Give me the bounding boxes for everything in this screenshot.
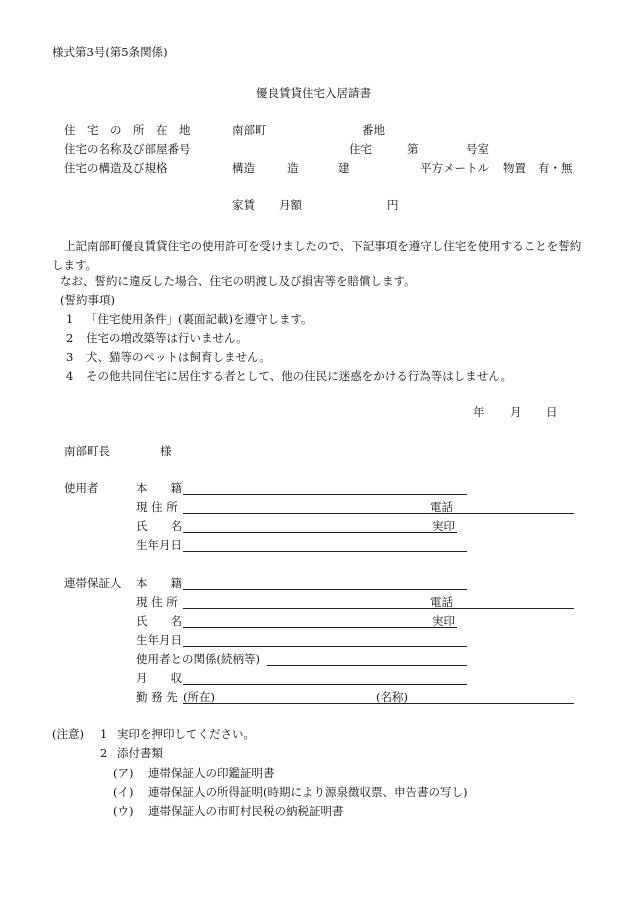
guarantor-section-label: 連帯保証人 <box>64 576 122 590</box>
pledge-item-num: 4 <box>66 369 74 383</box>
pledge-item-num: 2 <box>66 331 74 345</box>
structure-zo: 造 <box>287 161 299 175</box>
note-text: 添付書類 <box>117 746 163 760</box>
location-suffix: 番地 <box>362 123 385 137</box>
user-honseki-field[interactable] <box>183 494 467 495</box>
guarantor-workplace-label: 勤 務 先 <box>136 690 178 704</box>
date-day: 日 <box>546 405 558 419</box>
rent-monthly: 月額 <box>279 198 302 212</box>
structure-storage: 物置 <box>503 161 526 175</box>
housing-name-housing: 住宅 <box>349 142 372 156</box>
structure-yesno: 有・無 <box>538 161 573 175</box>
location-town: 南部町 <box>232 123 267 137</box>
user-address-label: 現 住 所 <box>136 500 178 514</box>
guarantor-name-label: 氏 名 <box>136 614 182 628</box>
structure-label: 住宅の構造及び規格 <box>64 161 168 175</box>
note-text: 実印を押印してください。 <box>117 727 255 741</box>
attachment-num: (ウ) <box>113 804 134 818</box>
user-address-field[interactable] <box>183 513 574 514</box>
guarantor-seal-label: 実印 <box>432 614 455 628</box>
location-label: 住 宅 の 所 在 地 <box>64 123 191 137</box>
user-seal-label: 実印 <box>432 519 455 533</box>
pledge-text: 上記南部町優良賃貸住宅の使用許可を受けましたので、下記事項を遵守し住宅を使用することを誓約します。 <box>52 239 582 272</box>
addressee-name: 南部町長 <box>64 444 110 458</box>
housing-name-room: 号室 <box>466 142 489 156</box>
pledge-item-num: 1 <box>66 312 74 326</box>
guarantor-name-field[interactable] <box>183 627 457 628</box>
rent-yen: 円 <box>387 198 399 212</box>
guarantor-honseki-label: 本 籍 <box>136 576 182 590</box>
penalty-text: なお、誓約に違反した場合、住宅の明渡し及び損害等を賠償します。 <box>60 274 416 288</box>
guarantor-relation-field[interactable] <box>267 665 467 666</box>
guarantor-address-label: 現 住 所 <box>136 595 178 609</box>
guarantor-honseki-field[interactable] <box>183 589 467 590</box>
structure-ken: 建 <box>338 161 350 175</box>
attachment-text: 連帯保証人の市町村民税の納税証明書 <box>148 804 344 818</box>
page-title: 優良賃貸住宅入居請書 <box>256 86 371 100</box>
date-month: 月 <box>510 405 522 419</box>
user-name-field[interactable] <box>183 532 457 533</box>
housing-name-dai: 第 <box>407 142 419 156</box>
pledge-item-num: 3 <box>66 350 74 364</box>
pledge-item-text: その他共同住宅に居住する者として、他の住民に迷惑をかける行為等はしません。 <box>86 369 512 383</box>
notes-label: (注意) <box>52 727 84 741</box>
guarantor-address-field[interactable] <box>183 608 574 609</box>
form-number: 様式第3号(第5条関係) <box>52 45 168 59</box>
attachment-num: (イ) <box>113 785 134 799</box>
guarantor-birth-label: 生年月日 <box>136 633 182 647</box>
date-year: 年 <box>473 405 485 419</box>
attachment-text: 連帯保証人の印鑑証明書 <box>148 766 275 780</box>
user-birth-label: 生年月日 <box>136 538 182 552</box>
guarantor-relation-label: 使用者との関係(続柄等) <box>136 652 260 666</box>
guarantor-income-label: 月 収 <box>136 671 182 685</box>
note-num: 1 <box>100 727 108 741</box>
user-honseki-label: 本 籍 <box>136 481 182 495</box>
note-num: 2 <box>100 746 108 760</box>
guarantor-income-field[interactable] <box>183 684 467 685</box>
user-section-label: 使用者 <box>64 481 99 495</box>
user-phone-label: 電話 <box>430 500 453 514</box>
guarantor-phone-label: 電話 <box>430 595 453 609</box>
pledge-item-text: 犬、猫等のペットは飼育しません。 <box>86 350 271 364</box>
pledge-item-text: 住宅の増改築等は行いません。 <box>86 331 248 345</box>
guarantor-workplace-address-label: (所在) <box>183 690 215 704</box>
items-heading: (誓約事項) <box>60 293 115 307</box>
pledge-item-text: 「住宅使用条件」(裏面記載)を遵守します。 <box>86 312 313 326</box>
structure-kozo: 構造 <box>232 161 255 175</box>
guarantor-workplace-name-label: (名称) <box>376 690 408 704</box>
attachment-text: 連帯保証人の所得証明(時期により源泉徴収票、申告書の写し) <box>148 785 468 799</box>
guarantor-workplace-field[interactable] <box>183 703 574 704</box>
housing-name-label: 住宅の名称及び部屋番号 <box>64 142 191 156</box>
guarantor-birth-field[interactable] <box>183 646 467 647</box>
addressee-honorific: 様 <box>160 444 172 458</box>
attachment-num: (ア) <box>113 766 134 780</box>
user-name-label: 氏 名 <box>136 519 182 533</box>
rent-label: 家賃 <box>232 198 255 212</box>
user-birth-field[interactable] <box>183 551 467 552</box>
structure-area: 平方メートル <box>420 161 489 175</box>
